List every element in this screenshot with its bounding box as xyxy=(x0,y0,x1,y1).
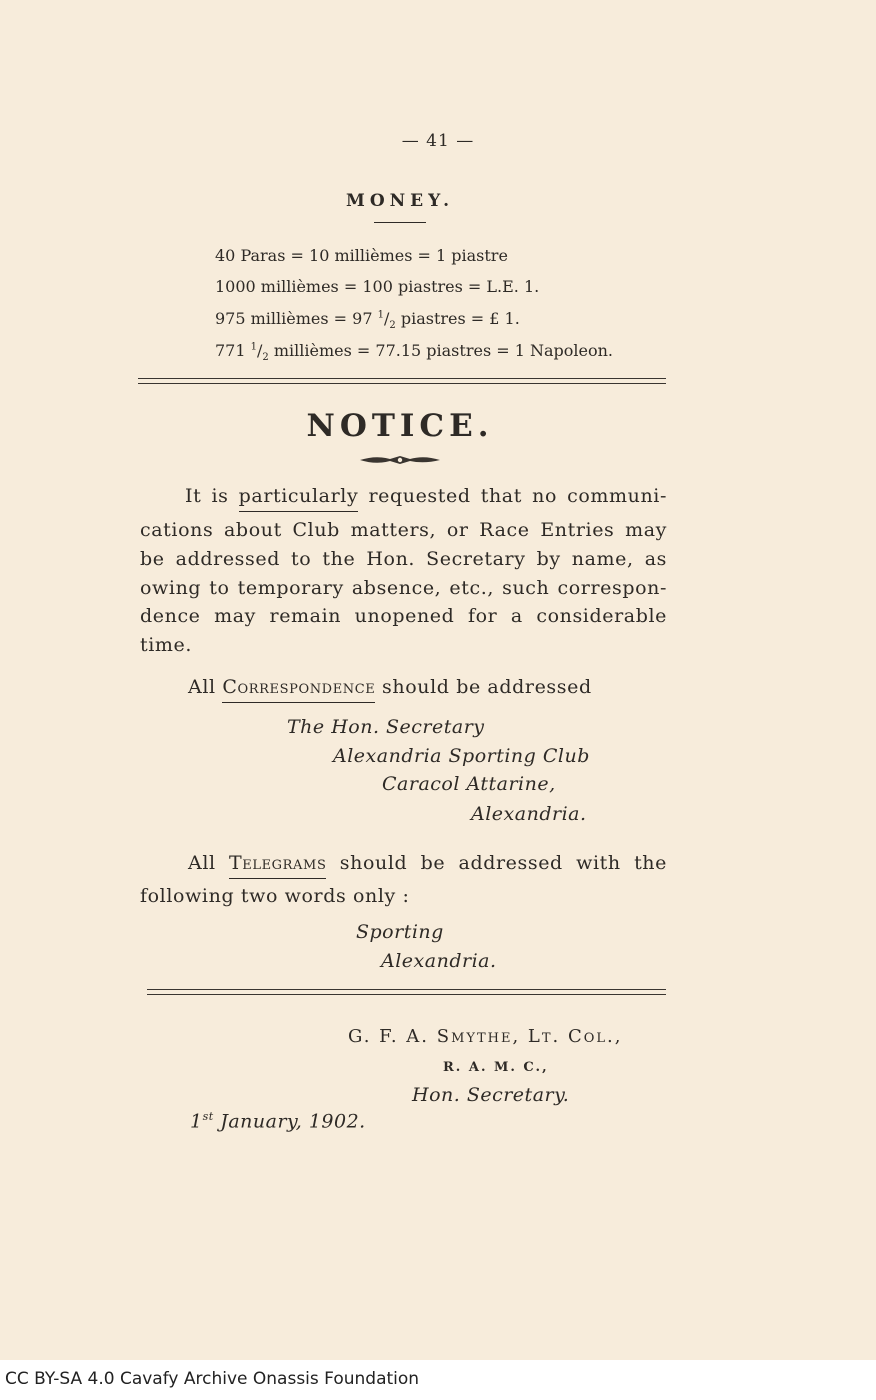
telegram-word: Alexandria. xyxy=(381,950,497,972)
telegram-word: Sporting xyxy=(356,921,444,943)
address-line: Alexandria. xyxy=(471,803,587,825)
signature-name: G. F. A. Smythe, Lt. Col., xyxy=(348,1026,623,1047)
license-footer xyxy=(0,1360,876,1400)
emphasis-underline: particularly xyxy=(239,485,359,512)
license-credit: CC BY-SA 4.0 Cavafy Archive Onassis Foundation xyxy=(5,1369,420,1389)
notice-paragraph-line: It is particularly requested that no communi- xyxy=(185,485,667,507)
notice-paragraph-line: cations about Club matters, or Race Entries may xyxy=(140,519,667,541)
page-number: — 41 — xyxy=(401,131,475,151)
money-heading: MONEY. xyxy=(346,191,454,211)
section-divider xyxy=(147,989,666,995)
notice-paragraph-line: be addressed to the Hon. Secretary by name, as xyxy=(140,548,667,570)
money-heading-rule xyxy=(374,222,426,223)
money-line: 975 millièmes = 97 $^1/_2$ piastres = £ 1. xyxy=(215,309,520,332)
telegrams-line: All Telegrams should be addressed with the xyxy=(188,852,667,874)
telegrams-keyword: Telegrams xyxy=(229,852,326,879)
money-line: 1000 millièmes = 100 piastres = L.E. 1. xyxy=(215,277,540,296)
address-line: Caracol Attarine, xyxy=(382,773,556,795)
telegrams-line: following two words only : xyxy=(140,885,410,907)
notice-paragraph-line: time. xyxy=(140,634,193,656)
notice-paragraph-line: owing to temporary absence, etc., such correspon- xyxy=(140,577,667,599)
notice-paragraph-line: dence may remain unopened for a considerable xyxy=(140,605,667,627)
correspondence-line: All Correspondence should be addressed xyxy=(188,676,592,698)
section-divider xyxy=(138,378,666,384)
signature-rank: R. A. M. C., xyxy=(443,1060,549,1075)
address-line: The Hon. Secretary xyxy=(287,716,485,738)
money-line: 40 Paras = 10 millièmes = 1 piastre xyxy=(215,246,508,265)
correspondence-keyword: Correspondence xyxy=(222,676,375,703)
issue-date: 1st January, 1902. xyxy=(190,1110,366,1133)
ornament-flourish-icon xyxy=(356,451,444,469)
signature-title: Hon. Secretary. xyxy=(412,1084,570,1106)
notice-heading: NOTICE. xyxy=(306,408,494,444)
address-line: Alexandria Sporting Club xyxy=(333,745,590,767)
money-line: 771 $^1/_2$ millièmes = 77.15 piastres = 1 Napoleon. xyxy=(215,341,614,364)
